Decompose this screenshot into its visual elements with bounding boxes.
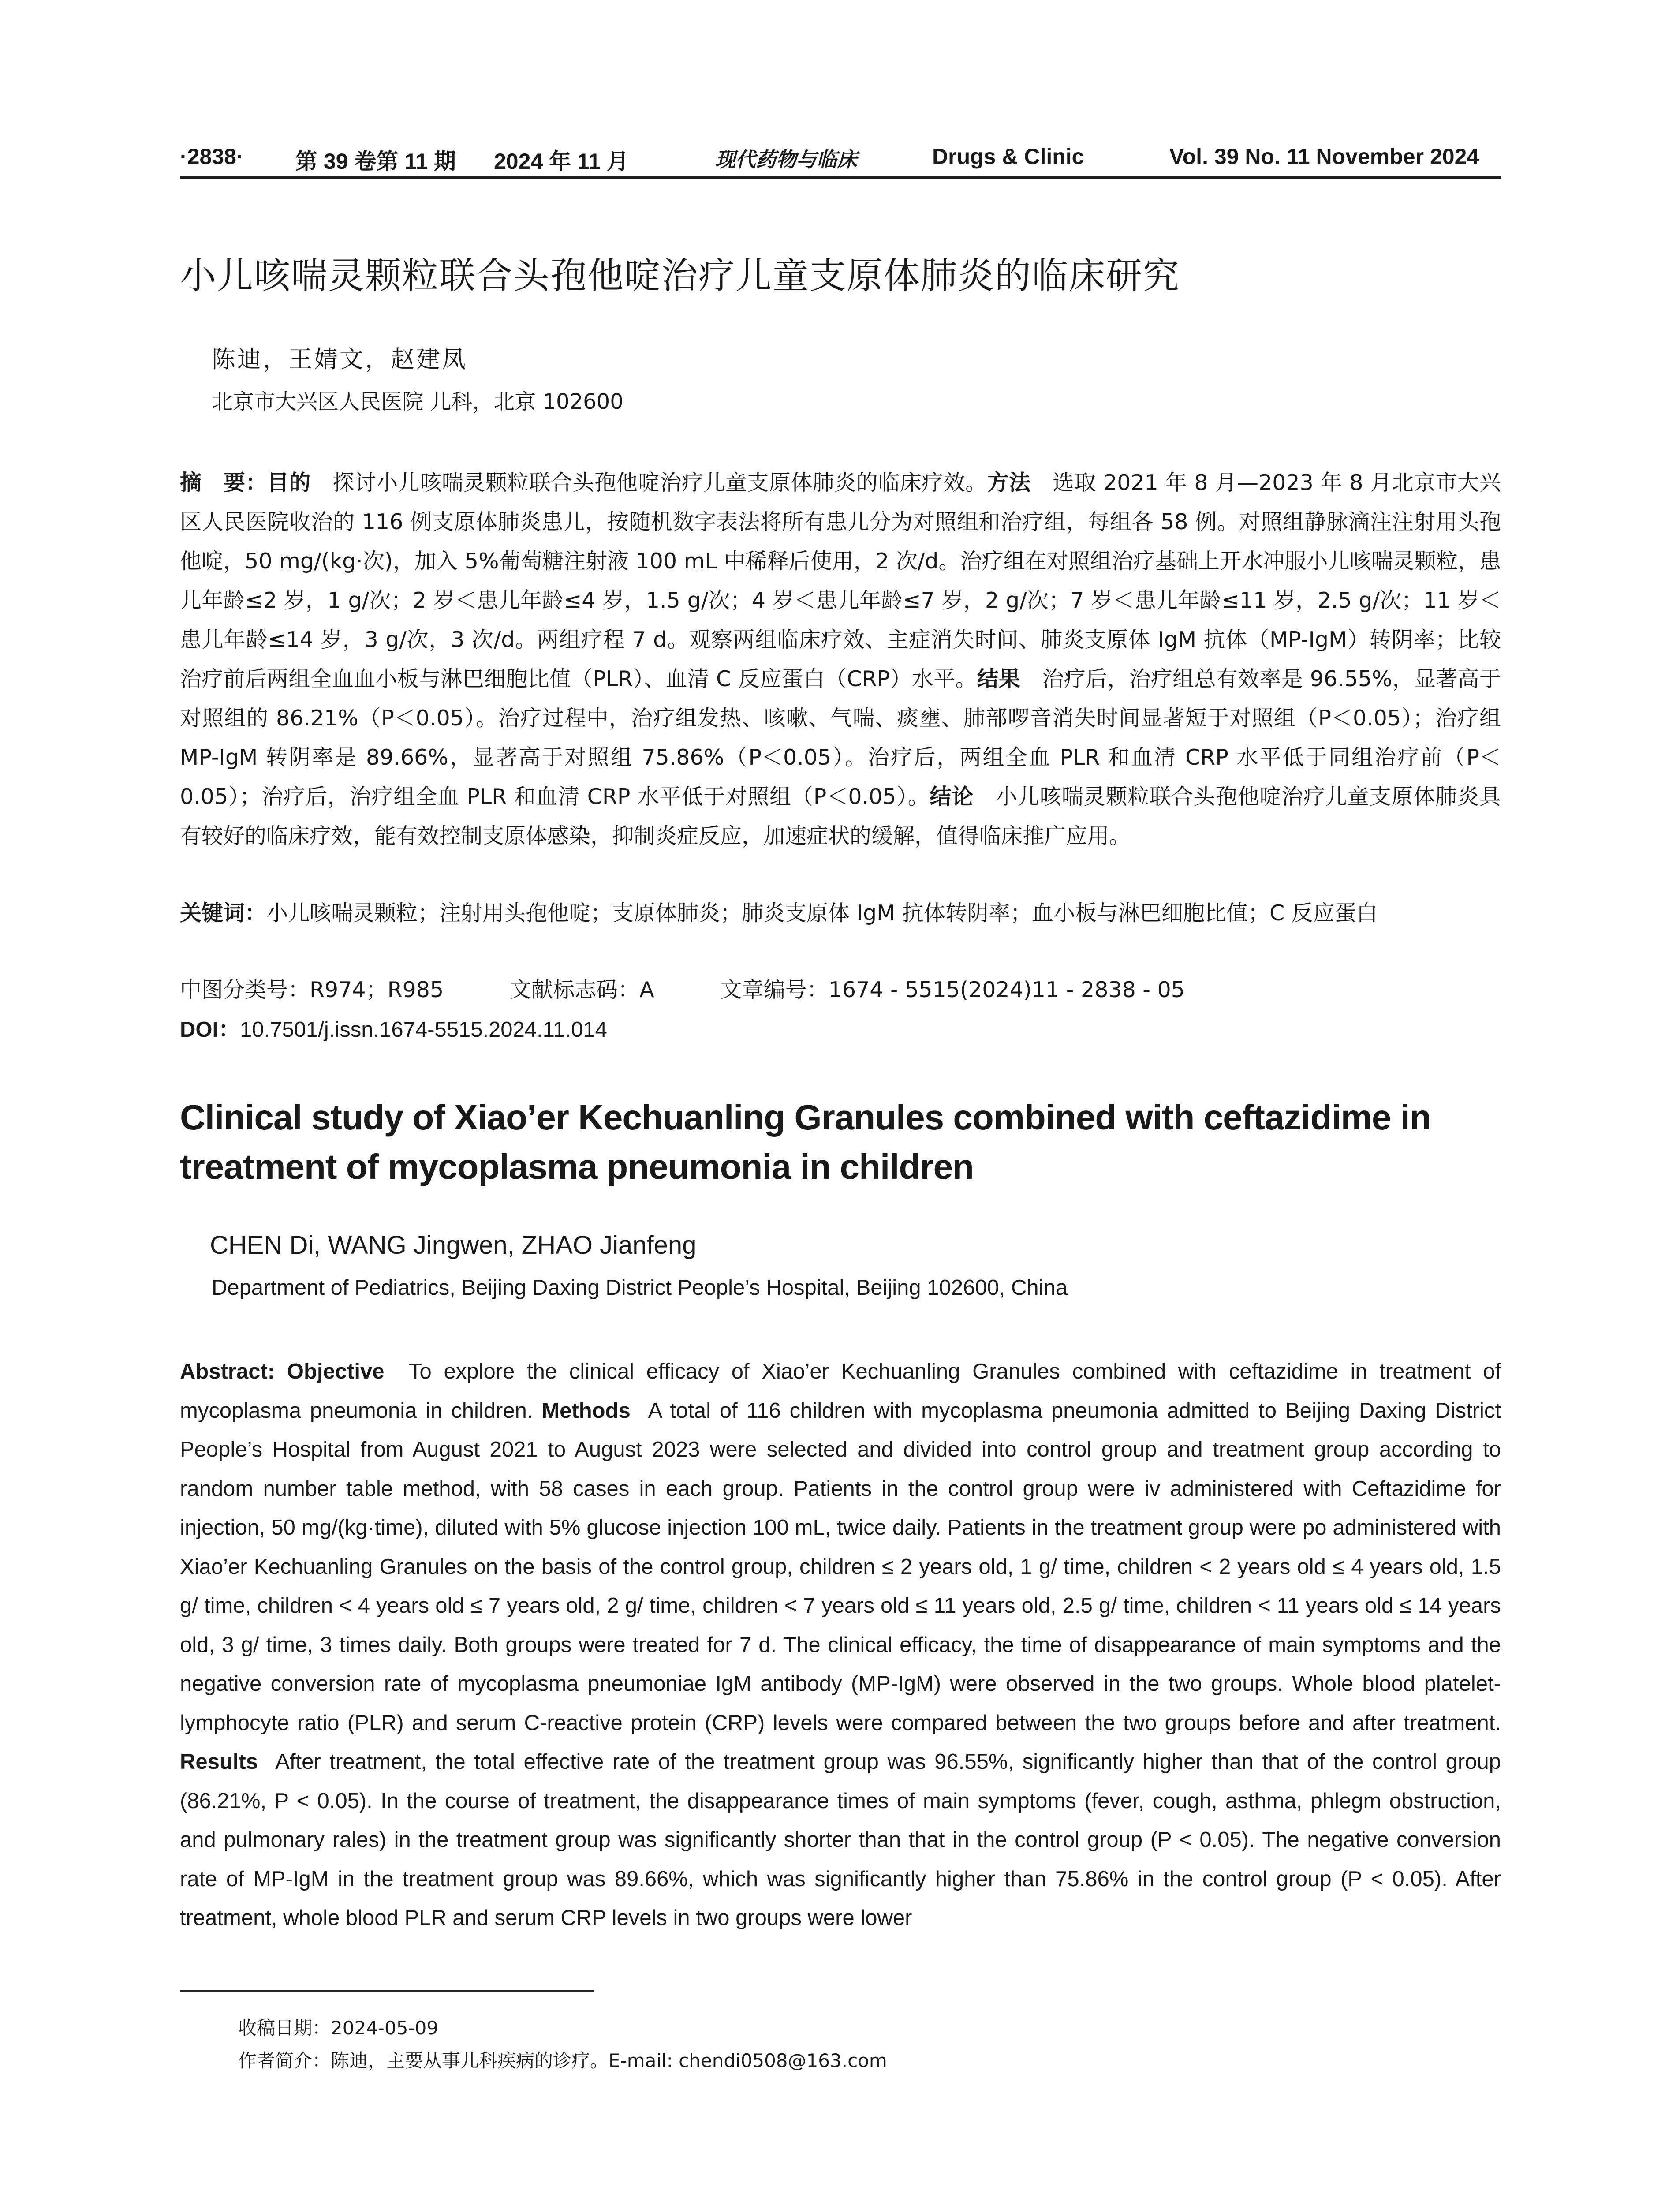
- chinese-abstract: [180, 463, 1501, 856]
- english-abstract: [180, 1352, 1501, 1938]
- date-cn: 2024 年 11 月: [494, 149, 629, 174]
- doi-link[interactable]: 10.7501/j.issn.1674-5515.2024.11.014: [240, 1018, 607, 1042]
- objective-en: To explore the clinical efficacy of Xiao’er Kechuanling Granules combined with ceftazidime in treatment of mycoplasma pneumonia in children.: [180, 1360, 1501, 1423]
- keywords-cn: 小儿咳喘灵颗粒；注射用头孢他啶；支原体肺炎；肺炎支原体 IgM 抗体转阴率；血小板与淋巴细胞比值；C 反应蛋白: [266, 901, 1378, 926]
- doi-label: DOI：: [180, 1018, 240, 1042]
- chinese-affiliation: 北京市大兴区人民医院 儿科，北京 102600: [212, 389, 623, 414]
- chinese-title: 小儿咳喘灵颗粒联合头孢他啶治疗儿童支原体肺炎的临床研究: [180, 255, 1180, 297]
- english-authors: CHEN Di, WANG Jingwen, ZHAO Jianfeng: [210, 1231, 697, 1259]
- volume-cn: 第 39 卷第 11 期: [295, 149, 456, 174]
- running-header: [180, 140, 1501, 176]
- page-number: ·2838·: [180, 144, 244, 169]
- doi-line: [180, 1013, 607, 1043]
- volume-en: Vol. 39 No. 11 November 2024: [1169, 144, 1479, 169]
- author-introduction: 作者简介：陈迪，主要从事儿科疾病的诊疗。E-mail: chendi0508@163.com: [238, 2050, 887, 2071]
- footnote-rule: [180, 1990, 594, 1992]
- objective-label-en: Objective: [287, 1360, 385, 1383]
- chinese-keywords: [180, 893, 1501, 933]
- methods-cn: 选取 2021 年 8 月—2023 年 8 月北京市大兴区人民医院收治的 116 例支原体肺炎患儿，按随机数字表法将所有患儿分为对照组和治疗组，每组各 58 例。对照组静脉滴注注射用头孢他啶，50 mg/(kg·次)，加入 5%葡萄糖注射液 100 mL 中稀释后使用，2 次/d。治疗组在对照组治疗基础上开水冲服小儿咳喘灵颗粒，患儿年龄≤2 岁，1 g/次；2 岁＜患儿年龄≤4 岁，1.5 g/次；4 岁＜患儿年龄≤7 岁，2 g/次；7 岁＜患儿年龄≤11 岁，2.5 g/次；11 岁＜患儿年龄≤14 岁，3 g/次，3 次/d。两组疗程 7 d。观察两组临床疗效、主症消失时间、肺炎支原体 IgM 抗体（MP-IgM）转阴率；比较治疗前后两组全血血小板与淋巴细胞比值（PLR）、血清 C 反应蛋白（CRP）水平。: [180, 470, 1501, 691]
- conclusion-label-cn: 结论: [930, 784, 974, 809]
- methods-label-cn: 方法: [987, 470, 1031, 495]
- objective-cn: 探讨小儿咳喘灵颗粒联合头孢他啶治疗儿童支原体肺炎的临床疗效。: [332, 470, 987, 495]
- abstract-label-en: Abstract:: [180, 1360, 275, 1383]
- received-date: 收稿日期：2024-05-09: [238, 2017, 439, 2039]
- methods-label-en: Methods: [541, 1398, 631, 1423]
- methods-en: A total of 116 children with mycoplasma pneumonia admitted to Beijing Daxing District People’s Hospital from August 2021 to August 2023 were selected and divided into control group and treatment group according to random number table method, with 58 cases in each group. Patients in the control group were iv administered with Ceftazidime for injection, 50 mg/(kg·time), diluted with 5% glucose injection 100 mL, twice daily. Patients in the treatment group were po administered with Xiao’er Kechuanling Granules on the basis of the control group, children ≤ 2 years old, 1 g/ time, children < 2 years old ≤ 4 years old, 1.5 g/ time, children < 4 years old ≤ 7 years old, 2 g/ time, children < 7 years old ≤ 11 years old, 2.5 g/ time, children < 11 years old ≤ 14 years old, 3 g/ time, 3 times daily. Both groups were treated for 7 d. The clinical efficacy, the time of disappearance of main symptoms and the negative conversion rate of mycoplasma pneumoniae IgM antibody (MP-IgM) were observed in the two groups. Whole blood platelet-lymphocyte ratio (PLR) and serum C-reactive protein (CRP) levels were compared between the two groups before and after treatment.: [180, 1398, 1501, 1735]
- keywords-label-cn: 关键词：: [180, 901, 267, 926]
- header-rule: [180, 176, 1501, 179]
- results-cn: 治疗后，治疗组总有效率是 96.55%，显著高于对照组的 86.21%（P＜0.05）。治疗过程中，治疗组发热、咳嗽、气喘、痰壅、肺部啰音消失时间显著短于对照组（P＜0.05）；治疗组 MP-IgM 转阴率是 89.66%，显著高于对照组 75.86%（P＜0.05）。治疗后，两组全血 PLR 和血清 CRP 水平低于同组治疗前（P＜0.05）；治疗后，治疗组全血 PLR 和血清 CRP 水平低于对照组（P＜0.05）。: [180, 666, 1501, 809]
- results-label-en: Results: [180, 1750, 258, 1774]
- abstract-label-cn: 摘 要：: [180, 470, 267, 495]
- english-affiliation: Department of Pediatrics, Beijing Daxing District People’s Hospital, Beijing 102600, China: [212, 1276, 1068, 1300]
- classification-line: [180, 973, 1251, 1004]
- objective-label-cn: 目的: [267, 470, 311, 495]
- clc-number: 中图分类号：R974；R985: [180, 977, 444, 1002]
- article-number: 文章编号：1674 - 5515(2024)11 - 2838 - 05: [720, 977, 1185, 1002]
- english-title: Clinical study of Xiao’er Kechuanling Granules combined with ceftazidime in treatment of mycoplasma pneumonia in children: [180, 1098, 1431, 1186]
- results-en: After treatment, the total effective rate of the treatment group was 96.55%, significantly higher than that of the control group (86.21%, P < 0.05). In the course of treatment, the disappearance times of main symptoms (fever, cough, asthma, phlegm obstruction, and pulmonary rales) in the treatment group was significantly shorter than that in the control group (P < 0.05). The negative conversion rate of MP-IgM in the treatment group was 89.66%, which was significantly higher than 75.86% in the control group (P < 0.05). After treatment, whole blood PLR and serum CRP levels in two groups were lower: [180, 1750, 1501, 1930]
- results-label-cn: 结果: [977, 666, 1021, 691]
- journal-name-en: Drugs & Clinic: [932, 144, 1084, 169]
- chinese-authors: 陈迪，王婧文，赵建凤: [212, 345, 467, 373]
- journal-name-cn: 现代药物与临床: [715, 148, 857, 172]
- document-code: 文献标志码：A: [510, 977, 654, 1002]
- conclusion-cn: 小儿咳喘灵颗粒联合头孢他啶治疗儿童支原体肺炎具有较好的临床疗效，能有效控制支原体感染，抑制炎症反应，加速症状的缓解，值得临床推广应用。: [180, 784, 1501, 848]
